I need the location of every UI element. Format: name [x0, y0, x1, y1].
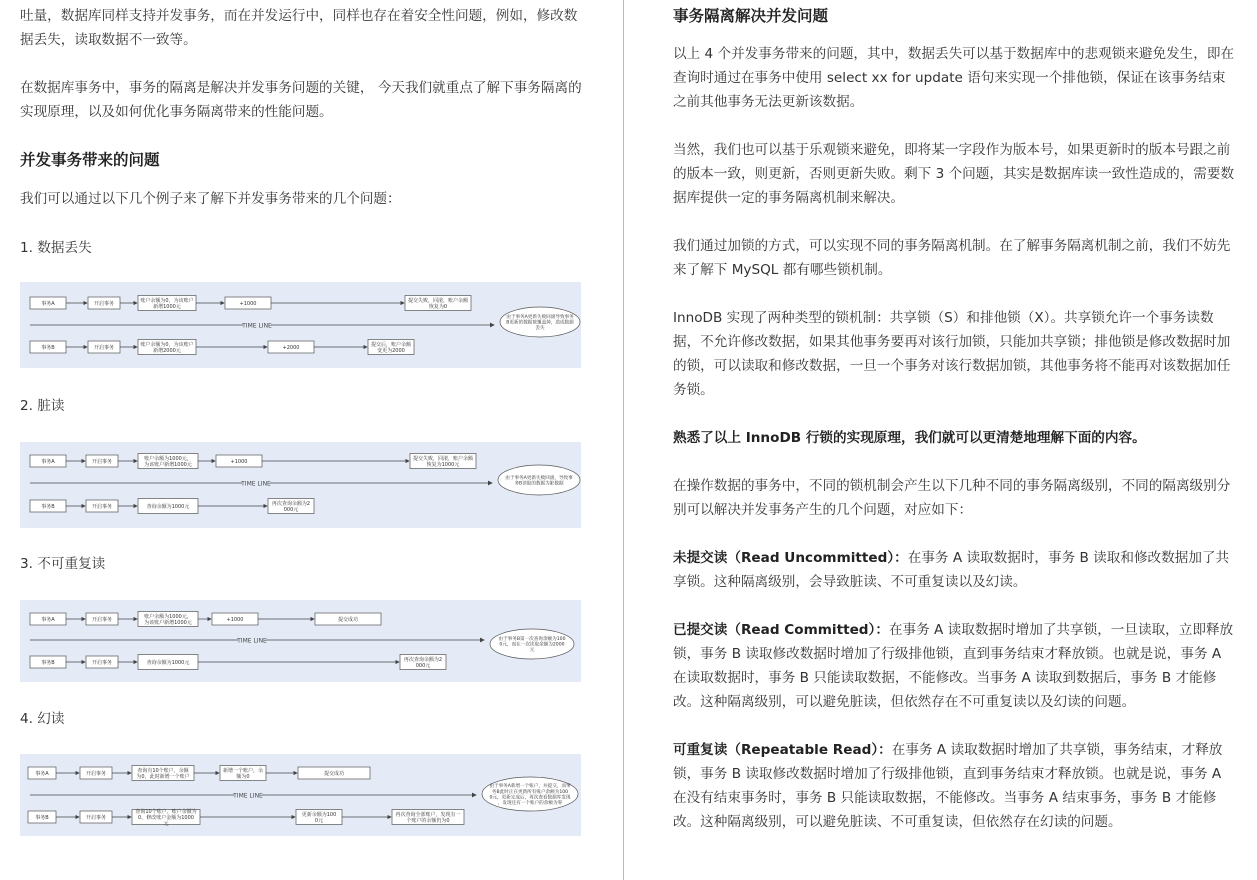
box-label: 提交成功	[323, 770, 345, 777]
column-divider	[623, 0, 624, 880]
box-label: 账户余额为0，为该账户新增1000元	[140, 297, 194, 310]
level-description: 在事务 A 读取数据时增加了共享锁，事务结束，才释放锁，事务 B 读取修改数据时增加了行级排他锁，直到事务结束才释放锁。也就是说，事务 A 在没有结束事务时，事务 B 只能读取数据，不能修改。当事务 A 结束事务，事务 B 才能修改。这种隔离级别，可以避免脏读、不可重复读，但依然存在幻读的问题。	[673, 742, 1223, 830]
timeline-label: TIME LINE	[233, 792, 263, 800]
box-label: 事务A	[41, 458, 55, 465]
box-label: 开启事务	[85, 770, 107, 777]
box-label: 查询10个账户，账户余额为 0，修改账户金额为1000 元	[135, 808, 197, 827]
diagram-non-repeatable-read	[20, 600, 581, 682]
box-label: 事务B	[41, 344, 55, 351]
box-label: +1000	[239, 300, 257, 307]
example-title-1: 1. 数据丢失	[20, 240, 92, 256]
paragraph-pessimistic-lock: 以上 4 个并发事务带来的问题，其中，数据丢失可以基于数据库中的悲观锁来避免发生，即在查询时通过在事务中使用 select xx for update 语句来实现一个排他锁，保证在该事务结束之前其他事务无法更新该数据。	[673, 46, 1235, 110]
box-label: +1000	[230, 458, 248, 465]
box-label: +1000	[226, 616, 244, 623]
diagram-lost-update	[20, 282, 581, 368]
timeline-label: TIME LINE	[237, 637, 267, 645]
box-label: 事务B	[41, 659, 55, 666]
box-label: 事务B	[35, 814, 49, 821]
box-label: 更新余额为100 0元	[301, 811, 337, 824]
section-heading-isolation: 事务隔离解决并发问题	[673, 7, 829, 25]
box-label: 提交失败，回滚，账户余额恢复为1000元	[412, 455, 474, 468]
box-label: 再次查询全部账户，发现有一个账户的余额仍为0	[395, 811, 461, 824]
timeline-label: TIME LINE	[241, 480, 271, 488]
level-term: 未提交读（Read Uncommitted）：	[673, 550, 908, 566]
box-label: 查询余额为1000元	[146, 659, 190, 666]
box-label: 账户余额为1000元，为该账户新增1000元	[144, 455, 192, 468]
example-title-2: 2. 脏读	[20, 398, 65, 414]
intro-paragraph-2: 在数据库事务中，事务的隔离是解决并发事务问题的关键， 今天我们就重点了解下事务隔离的实现原理，以及如何优化事务隔离带来的性能问题。	[20, 80, 582, 120]
box-label: 提交后，账户余额变更为2000	[370, 341, 412, 354]
intro-paragraph-1: 吐量，数据库同样支持并发事务，而在并发运行中，同样也存在着安全性问题，例如，修改数据丢失，读取数据不一致等。	[20, 8, 578, 48]
box-label: 查询有10个账户，余额为0，此时新增一个账户	[136, 767, 190, 780]
example-title-4: 4. 幻读	[20, 711, 65, 727]
box-label: 查询余额为1000元	[146, 503, 190, 510]
box-label: +2000	[282, 344, 300, 351]
diagram-svg-1	[20, 282, 581, 368]
box-label: 再次查询余额为2 000元	[403, 656, 443, 669]
level-term: 已提交读（Read Committed）：	[673, 622, 889, 638]
paragraph-innodb-summary: 熟悉了以上 InnoDB 行锁的实现原理，我们就可以更清楚地理解下面的内容。	[673, 430, 1146, 446]
paragraph-lock-mechanism: 我们通过加锁的方式，可以实现不同的事务隔离机制。在了解事务隔离机制之前，我们不妨先来了解下 MySQL 都有哪些锁机制。	[673, 238, 1231, 278]
box-label: 开启事务	[85, 814, 107, 821]
paragraph-optimistic-lock: 当然，我们也可以基于乐观锁来避免，即将某一字段作为版本号，如果更新时的版本号跟之前的版本一致，则更新，否则更新失败。剩下 3 个问题，其实是数据库读一致性造成的，需要数据库提供一定的事务隔离机制来解决。	[673, 142, 1235, 206]
section-heading-problems: 并发事务带来的问题	[20, 151, 160, 169]
box-label: 账户余额为1000元，为该账户新增1000元	[144, 613, 192, 626]
box-label: 开启事务	[91, 616, 113, 623]
note-text: 由于事务A新增一个账户，并提交，而事务B此时正在更新所有账户余额为100 0元，更新完成后，再次查看数据库发现，发现还有一个账户的余额为零	[489, 784, 571, 807]
diagram-svg-4	[20, 754, 581, 836]
box-label: 开启事务	[93, 344, 115, 351]
box-label: 事务A	[41, 300, 55, 307]
level-term: 可重复读（Repeatable Read）：	[673, 742, 892, 758]
timeline-label: TIME LINE	[242, 322, 272, 330]
example-title-3: 3. 不可重复读	[20, 556, 106, 572]
diagram-phantom-read	[20, 754, 581, 836]
isolation-level-read-uncommitted	[673, 546, 1239, 594]
box-label: 事务A	[35, 770, 49, 777]
level-description: 在事务 A 读取数据时，事务 B 读取和修改数据加了共享锁。这种隔离级别，会导致脏读、不可重复读以及幻读。	[673, 550, 1230, 590]
box-label: 开启事务	[91, 458, 113, 465]
paragraph-innodb-locks: InnoDB 实现了两种类型的锁机制：共享锁（S）和排他锁（X）。共享锁允许一个事务读数据，不允许修改数据，如果其他事务要再对该行加锁，只能加共享锁；排他锁是修改数据时加的锁，可以读取和修改数据，一旦一个事务对该行数据加锁，其他事务将不能再对该数据加任务锁。	[673, 310, 1231, 398]
note-text: 由于事务A更新失败回滚导致事务 B更新的数据被覆盖掉，造成数据丢失	[506, 315, 574, 332]
box-label: 新增一个账户，余额为0	[222, 767, 264, 780]
diagram-dirty-read	[20, 442, 581, 528]
diagram-svg-3	[20, 600, 581, 682]
box-label: 开启事务	[91, 659, 113, 666]
box-label: 再次查询余额为2 000元	[271, 500, 311, 513]
note-text: 由于事务B第一次查询余额为100 0元，而在一次读取余额为2000 元	[498, 637, 566, 654]
box-label: 开启事务	[93, 300, 115, 307]
note-text: 由于事务A更新失败回滚，导致事务B读取的数据为脏数据	[505, 475, 573, 487]
level-description: 在事务 A 读取数据时增加了共享锁，一旦读取，立即释放锁，事务 B 读取修改数据时增加了行级排他锁，直到事务结束才释放锁。也就是说，事务 A 在读取数据时，事务 B 只能读取数据，不能修改。当事务 A 读取到数据后，事务 B 才能修改。这种隔离级别，可以避免脏读，但依然存在不可重复读以及幻读的问题。	[673, 622, 1234, 710]
box-label: 事务B	[41, 503, 55, 510]
lead-paragraph: 我们可以通过以下几个例子来了解下并发事务带来的几个问题：	[20, 191, 401, 207]
box-label: 账户余额为0，为该账户新增2000元	[140, 341, 194, 354]
isolation-level-repeatable-read	[673, 738, 1239, 834]
box-label: 提交成功	[337, 616, 359, 623]
box-label: 开启事务	[91, 503, 113, 510]
box-label: 提交失败，回滚，账户余额恢复为0	[407, 297, 469, 310]
box-label: 事务A	[41, 616, 55, 623]
isolation-level-read-committed	[673, 618, 1239, 714]
paragraph-isolation-levels-intro: 在操作数据的事务中，不同的锁机制会产生以下几种不同的事务隔离级别，不同的隔离级别分别可以解决并发事务产生的几个问题，对应如下：	[673, 478, 1231, 518]
diagram-svg-2	[20, 442, 581, 528]
